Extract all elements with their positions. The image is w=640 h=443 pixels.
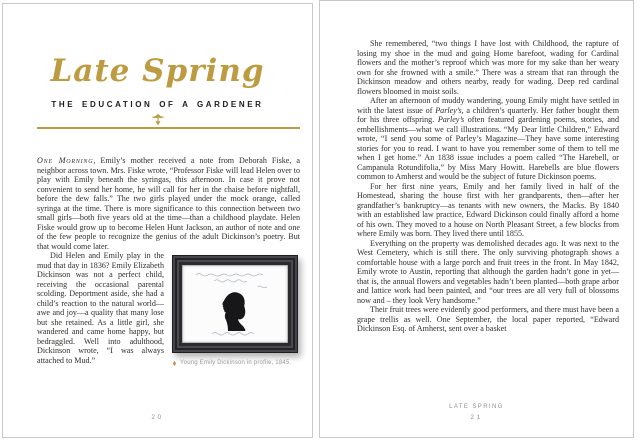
body-paragraph: For her first nine years, Emily and her family lived in half of the Homestead, sharing the house first with her grandparents, then—after her grandfather’s bankruptcy—as tenants with new owners, the Macks. By 1840 with an established law practice, Edward Dickinson could finally afford a home of his own. They moved to a house on North Pleasant Street, a few blocks from where Emily was born. They lived there until 1855. [357, 181, 619, 238]
portrait-figure [172, 255, 300, 369]
chapter-subtitle: THE EDUCATION OF A GARDENER [51, 100, 264, 109]
chapter-opening-paragraph: One Morning, Emily’s mother received a note from Deborah Fiske, a neighbor across town. Mrs. Fiske wrote, “Professor Fiske will lead Helen over to play with Emily beneath the syringas, this afternoon. In case it prove not convenient to send her home, he will call for her in the chaise before nightfall, before the dew falls.” The two girls played under the mock orange, called syringa at the time. There is more significance to this connection between two small girls—both five years old at the time—than a childhood playdate. Helen Fiske would grow up to become Helen Hunt Jackson, an author of note and one of the few people to recognize the genius of the adult Dickinson’s poetry. But that would come later. [37, 156, 300, 251]
body-paragraph: After an afternoon of muddy wandering, young Emily might have settled in with the latest issue of Parley’s, a children’s quarterly. Her father bought them for his three offspring. Parley’s often featured gardening poems, stories, and embellishments—what we call illustrations. “My Dear little Children,” Edward wrote, “I send you some of Parley’s Magazine—They have some interesting stories for you to read. I want to have you remember some of them to tell me when I get home.” An 1838 issue includes a poem called “The Harebell, or Campanula Rotundifolia,” by Miss Mary Howitt. Harebells are blue flowers common to Amherst and would be the subject of future Dickinson poems. [357, 96, 620, 181]
body-paragraph: She remembered, “two things I have lost with Childhood, the rapture of losing my shoe in the mud and going Home barefoot, wading for Cardinal flowers and the mother’s reproof which was more for my sake than her weary own for she frowned with a smile.” There was a stream that ran through the Dickinson meadow and others nearby, ready for wading. Deep red cardinal flowers bloomed in moist soils. [357, 39, 619, 96]
body-paragraph: Everything on the property was demolished decades ago. It was next to the West Cemetery, which is still there. The only surviving photograph shows a comfortable house with a large porch and fruit trees in the front. In May 1842, Emily wrote to Austin, reporting that although the garden hadn’t gone in yet—that is, the annual flowers and vegetables hadn’t been planted—both grape arbor and lattice work had been painted, and “our trees are all very full of blossoms now and – they look Very handsome.” [357, 238, 619, 305]
running-footer: LATE SPRING [449, 404, 504, 410]
left-page [2, 3, 313, 438]
left-page-text [37, 156, 300, 371]
portrait-frame [172, 255, 298, 353]
body-paragraph: Their fruit trees were evidently good performers, and there must have been a grape trellis as well. One September, the local paper reported, “Edward Dickinson Esq. of Amherst, sent over a basket [357, 305, 619, 333]
right-page-text [357, 1, 619, 334]
title-rule-divider [37, 127, 300, 129]
silhouette-image [182, 265, 288, 343]
figure-caption-text: Young Emily Dickinson in profile, 1845. [180, 360, 292, 366]
page-number-right: 21 [470, 414, 483, 421]
figure-caption [172, 359, 300, 369]
page-number-left: 20 [151, 414, 164, 421]
leaf-ornament-icon [172, 361, 177, 366]
right-page [319, 0, 634, 438]
chapter-paragraph: Did Helen and Emily play in the mud that day in 1836? Emily Elizabeth Dickinson was not a perfect child, receiving the occasional parental scolding. Deportment aside, she had a child’s reaction to the natural world—awe and joy—a quality that many lose but she retained. As a little girl, she wandered and came home happy, but bedraggled. Well into adulthood, Dickinson wrote, “I was always attached to Mud.” [37, 251, 164, 365]
chapter-title: Late Spring [50, 53, 265, 89]
